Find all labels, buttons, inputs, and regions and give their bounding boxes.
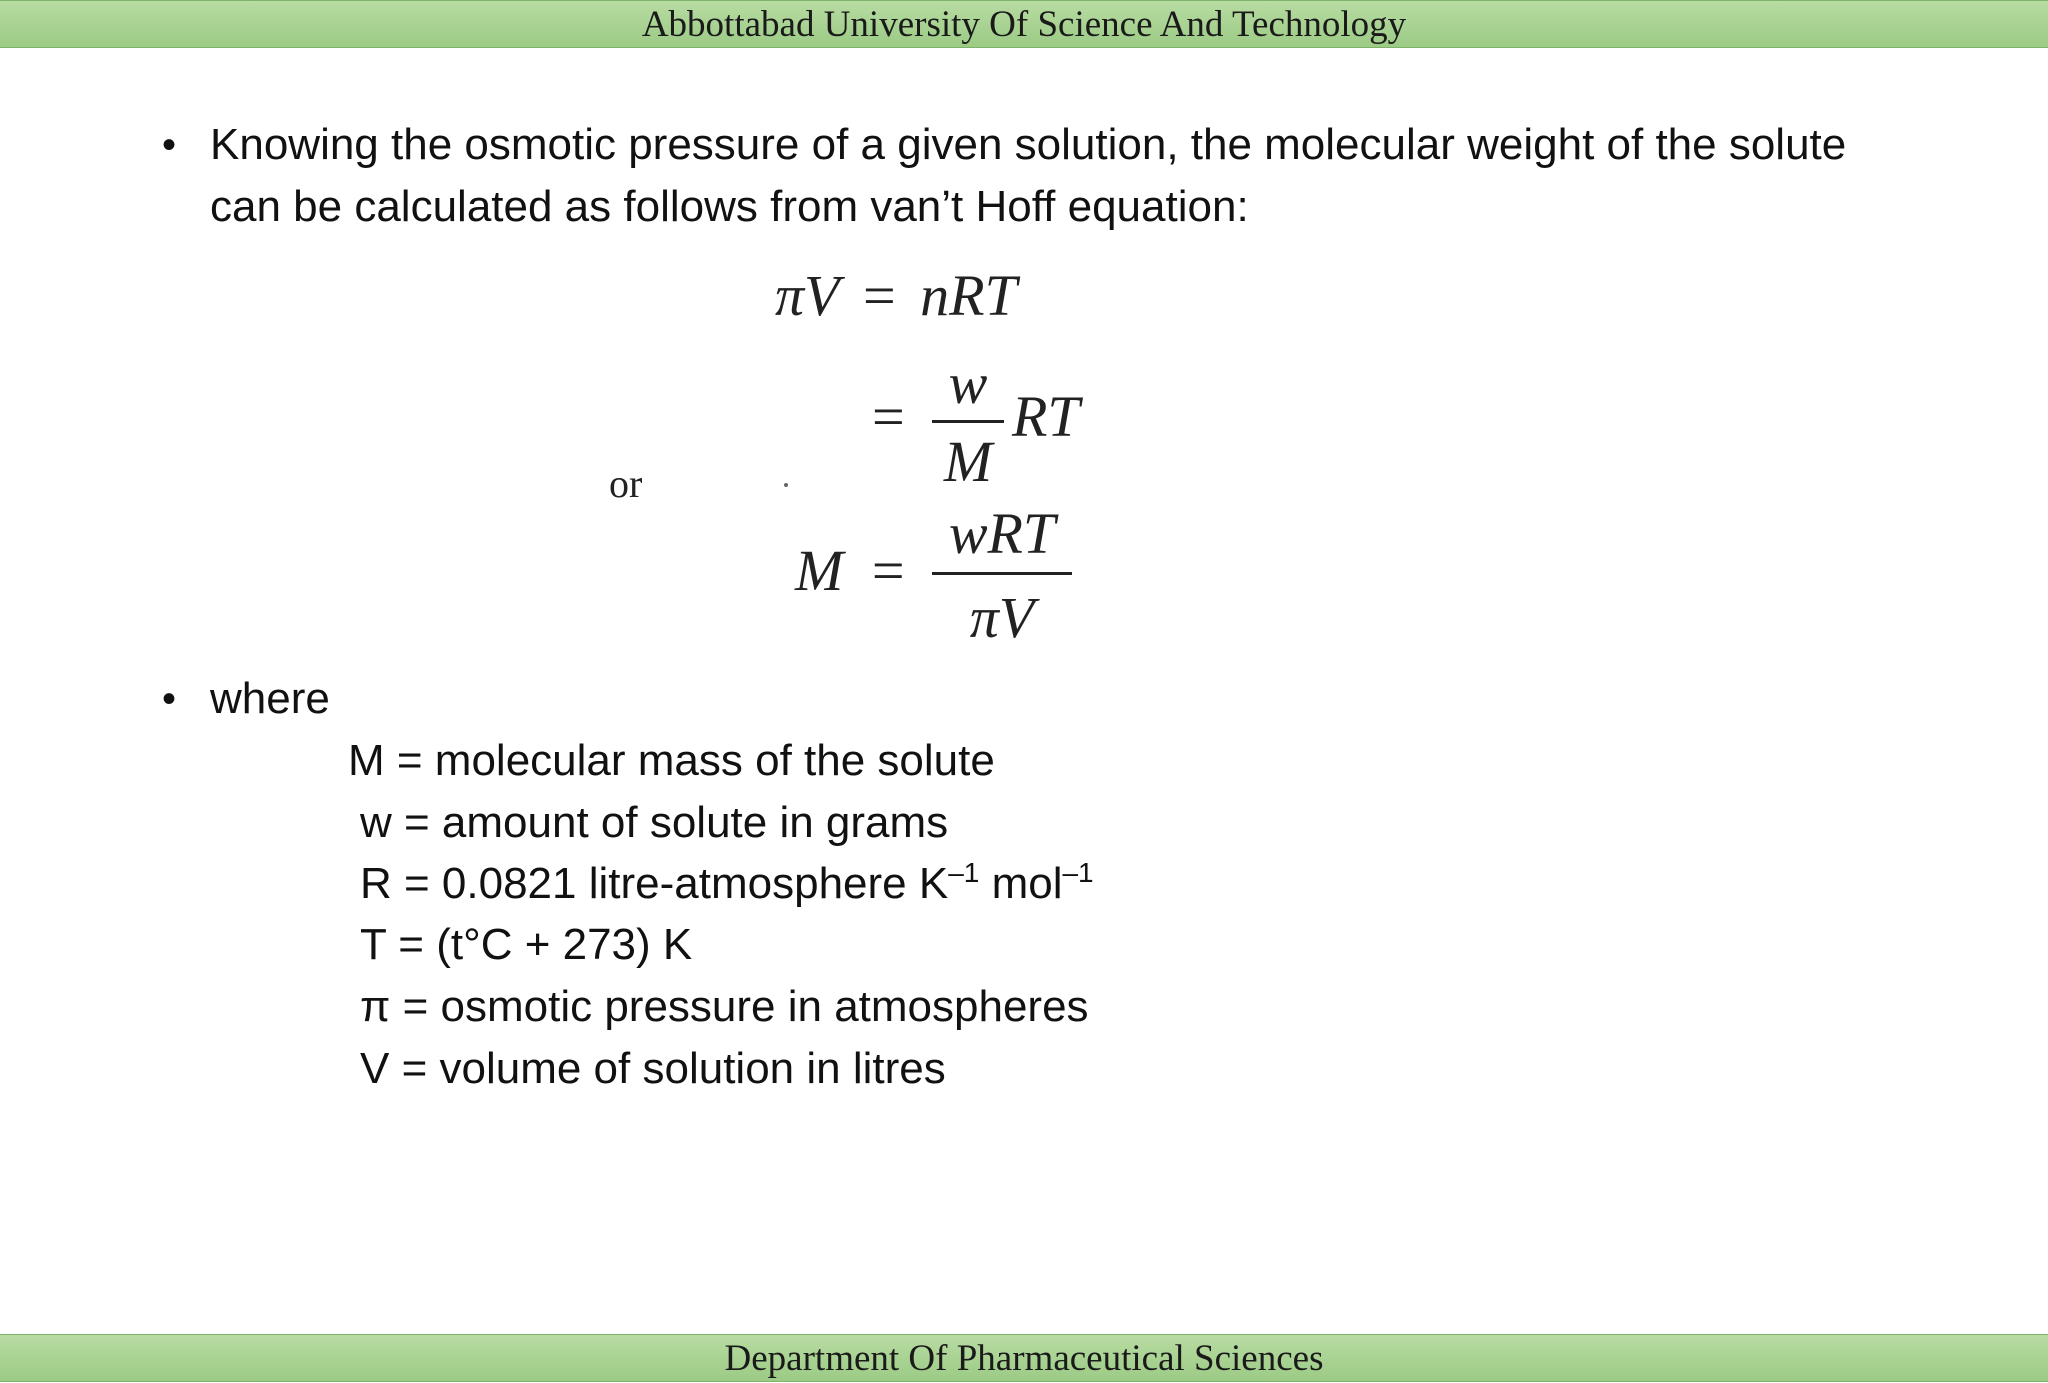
definition-R-exp-2: –1 bbox=[1062, 857, 1094, 888]
stray-dot bbox=[784, 483, 788, 487]
equation-2-equals: = bbox=[872, 384, 905, 449]
equation-2-numerator: w bbox=[948, 351, 988, 416]
footer-band bbox=[0, 1334, 2048, 1382]
equation-3-numerator: wRT bbox=[948, 501, 1056, 566]
equation-1 bbox=[775, 262, 1017, 329]
equation-2-denominator: M bbox=[943, 429, 993, 494]
definition-R-mid: mol bbox=[979, 859, 1063, 908]
equation-1-left: πV bbox=[775, 263, 839, 328]
definition-R-exp-1: –1 bbox=[948, 857, 980, 888]
equation-2-fraction-bar bbox=[932, 420, 1004, 423]
definition-pi: π = osmotic pressure in atmospheres bbox=[360, 982, 1089, 1031]
definition-R bbox=[360, 853, 1094, 915]
definition-V: V = volume of solution in litres bbox=[360, 1044, 946, 1093]
bullet-1-line-2: can be calculated as follows from van’t Hoff equation: bbox=[210, 182, 1249, 231]
equation-2-tail: RT bbox=[1012, 384, 1080, 449]
equation-2-equals-wrap bbox=[872, 383, 905, 450]
footer-title: Department Of Pharmaceutical Sciences bbox=[724, 1337, 1324, 1379]
equation-3-equals: = bbox=[871, 538, 905, 603]
definition-w: w = amount of solute in grams bbox=[360, 798, 949, 847]
equation-2-tail-wrap bbox=[1012, 383, 1080, 450]
equation-3-denominator: πV bbox=[969, 585, 1035, 650]
equation-3-fraction-bar bbox=[932, 572, 1072, 575]
equation-3-left: M bbox=[795, 538, 844, 603]
or-label: or bbox=[609, 461, 643, 506]
definition-T: T = (t°C + 273) K bbox=[360, 920, 693, 969]
bullet-1-line-1: Knowing the osmotic pressure of a given solution, the molecular weight of the solute bbox=[210, 120, 1847, 169]
definition-M: M = molecular mass of the solute bbox=[348, 736, 995, 785]
bullet-2-text: where bbox=[210, 674, 330, 723]
equation-3-left-wrap bbox=[795, 537, 905, 604]
header-title: Abbottabad University Of Science And Technology bbox=[641, 3, 1407, 45]
equation-1-equals: = bbox=[862, 263, 896, 328]
definition-R-main: R = 0.0821 litre-atmosphere K bbox=[360, 859, 949, 908]
header-band bbox=[0, 0, 2048, 48]
equation-1-right: nRT bbox=[920, 263, 1017, 328]
bullet-marker: • bbox=[162, 123, 177, 167]
bullet-marker: • bbox=[162, 677, 177, 721]
